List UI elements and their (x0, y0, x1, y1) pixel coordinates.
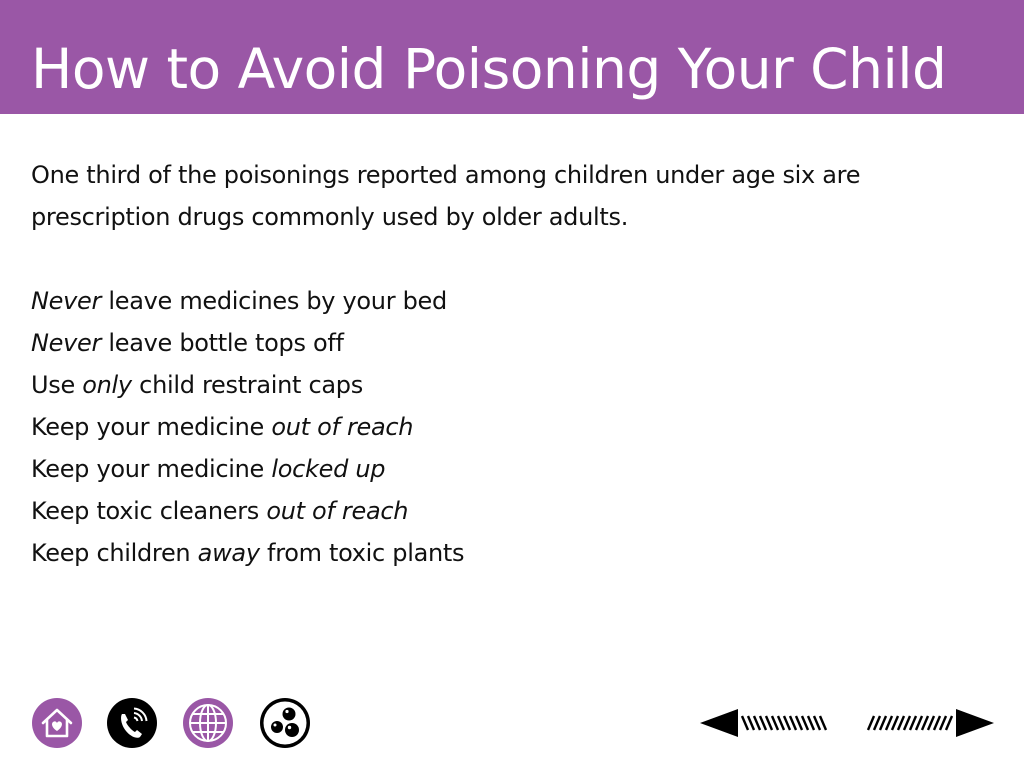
tips-list (31, 280, 1006, 574)
bubbles-icon (258, 696, 312, 750)
tip-item: Keep your medicine locked up (31, 455, 386, 483)
tip-item: Never leave bottle tops off (31, 329, 344, 357)
web-button[interactable] (181, 696, 235, 750)
tip-item: Keep toxic cleaners out of reach (31, 497, 409, 525)
phone-button[interactable] (105, 696, 159, 750)
previous-page-button[interactable] (700, 706, 828, 740)
tip-item: Never leave medicines by your bed (31, 287, 447, 315)
tip-item: Use only child restraint caps (31, 371, 363, 399)
page-title: How to Avoid Poisoning Your Child (31, 37, 947, 101)
forward-arrow-icon (866, 706, 994, 740)
globe-icon (181, 696, 235, 750)
home-button[interactable] (30, 696, 84, 750)
next-page-button[interactable] (866, 706, 994, 740)
home-heart-icon (30, 696, 84, 750)
tip-item: Keep children away from toxic plants (31, 539, 465, 567)
bubbles-button[interactable] (258, 696, 312, 750)
main-content (31, 154, 1006, 574)
phone-icon (105, 696, 159, 750)
intro-paragraph: One third of the poisonings reported among children under age six are prescription drugs commonly used by older adults. (31, 161, 861, 231)
back-arrow-icon (700, 706, 828, 740)
tip-item: Keep your medicine out of reach (31, 413, 414, 441)
title-bar (0, 0, 1024, 114)
